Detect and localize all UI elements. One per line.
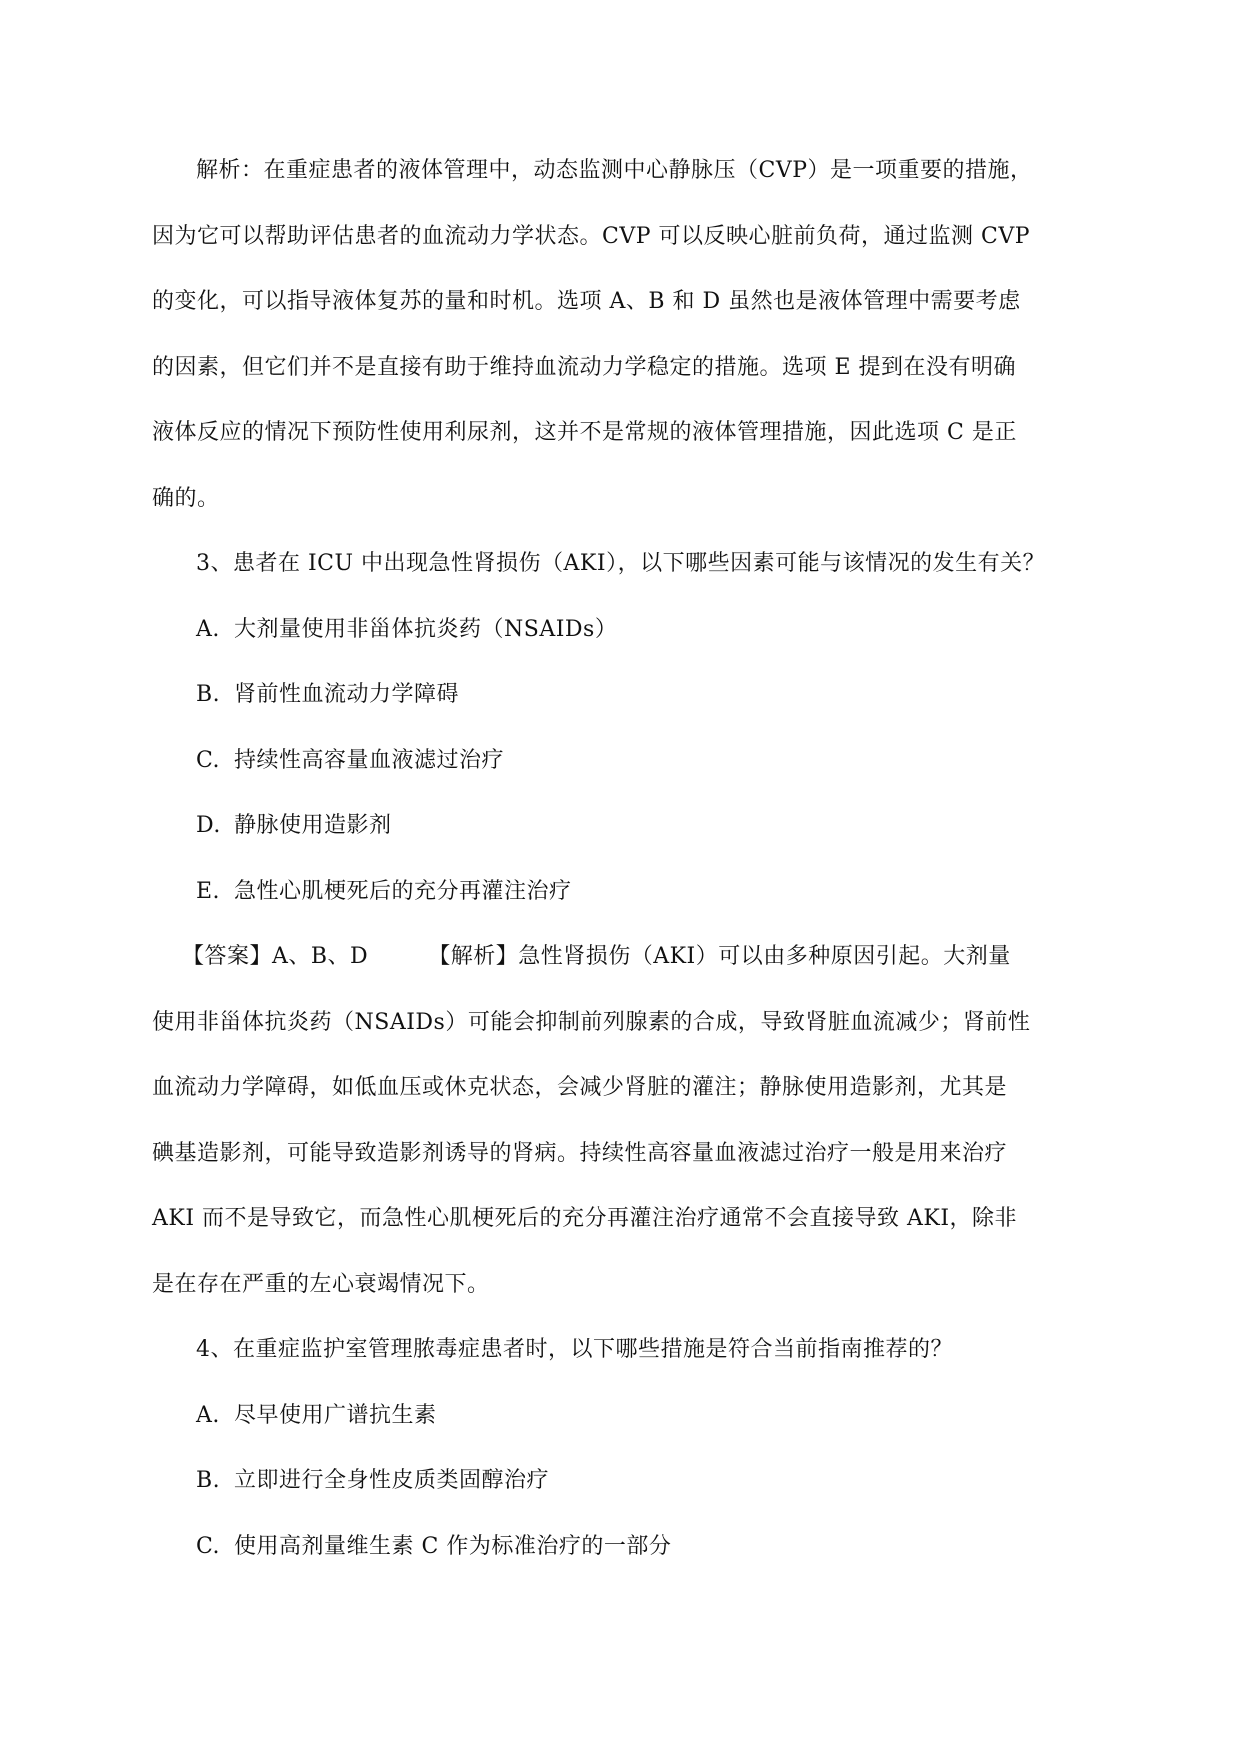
- option-text: 急性心肌梗死后的充分再灌注治疗: [234, 878, 572, 904]
- analysis-line: 是在存在严重的左心衰竭情况下。: [152, 1271, 490, 1297]
- question-3-stem: 3、患者在 ICU 中出现急性肾损伤（AKI），以下哪些因素可能与该情况的发生有关？: [196, 551, 1046, 576]
- analysis-line: 【解析】急性肾损伤（AKI）可以由多种原因引起。大剂量: [428, 944, 1011, 969]
- option-letter: B.: [196, 682, 221, 707]
- option-letter: A.: [196, 1402, 220, 1428]
- question-4-option-b: [152, 1448, 1092, 1514]
- option-letter: C.: [196, 1533, 221, 1559]
- option-letter: D.: [196, 813, 221, 838]
- analysis-line: 确的。: [152, 485, 220, 511]
- analysis-line: 液体反应的情况下预防性使用利尿剂，这并不是常规的液体管理措施，因此选项 C 是正: [152, 420, 1017, 445]
- question-4-option-a: [152, 1383, 1092, 1449]
- question-3-option-a: [152, 597, 1092, 663]
- document-page: [152, 138, 1092, 1579]
- question-4-stem: 4、在重症监护室管理脓毒症患者时，以下哪些措施是符合当前指南推荐的？: [196, 1337, 953, 1362]
- question-3-answer-analysis: [152, 924, 1092, 1317]
- question-3-option-c: [152, 728, 1092, 794]
- analysis-line: 血流动力学障碍，如低血压或休克状态，会减少肾脏的灌注；静脉使用造影剂，尤其是: [152, 1075, 1008, 1100]
- analysis-line: 使用非甾体抗炎药（NSAIDs）可能会抑制前列腺素的合成，导致肾脏血流减少；肾前性: [152, 1009, 1031, 1035]
- analysis-line: 碘基造影剂，可能导致造影剂诱导的肾病。持续性高容量血液滤过治疗一般是用来治疗: [152, 1140, 1008, 1166]
- question-3-option-b: [152, 662, 1092, 728]
- answer-label: 【答案】A、B、D: [182, 944, 369, 969]
- analysis-line: AKI 而不是导致它，而急性心肌梗死后的充分再灌注治疗通常不会直接导致 AKI，除非: [152, 1206, 1018, 1231]
- option-letter: B.: [196, 1468, 221, 1493]
- question-4-option-c: [152, 1514, 1092, 1580]
- option-letter: E.: [196, 878, 221, 904]
- option-text: 立即进行全身性皮质类固醇治疗: [234, 1468, 550, 1493]
- option-text: 肾前性血流动力学障碍: [234, 682, 460, 707]
- option-text: 使用高剂量维生素 C 作为标准治疗的一部分: [234, 1533, 672, 1559]
- question-3-option-d: [152, 793, 1092, 859]
- analysis-line: 解析：在重症患者的液体管理中，动态监测中心静脉压（CVP）是一项重要的措施，: [196, 158, 1033, 183]
- analysis-line: 因为它可以帮助评估患者的血流动力学状态。CVP 可以反映心脏前负荷，通过监测 CVP: [152, 223, 1031, 249]
- option-letter: C.: [196, 747, 221, 773]
- option-text: 尽早使用广谱抗生素: [234, 1402, 437, 1428]
- previous-question-analysis: [152, 138, 1092, 531]
- option-letter: A.: [196, 616, 220, 642]
- option-text: 大剂量使用非甾体抗炎药（NSAIDs）: [234, 616, 618, 642]
- option-text: 静脉使用造影剂: [234, 813, 392, 838]
- question-3-option-e: [152, 859, 1092, 925]
- analysis-line: 的变化，可以指导液体复苏的量和时机。选项 A、B 和 D 虽然也是液体管理中需要考虑: [152, 289, 1021, 314]
- option-text: 持续性高容量血液滤过治疗: [234, 747, 505, 773]
- answer-line: [152, 924, 1092, 990]
- analysis-line: 的因素，但它们并不是直接有助于维持血流动力学稳定的措施。选项 E 提到在没有明确: [152, 354, 1017, 380]
